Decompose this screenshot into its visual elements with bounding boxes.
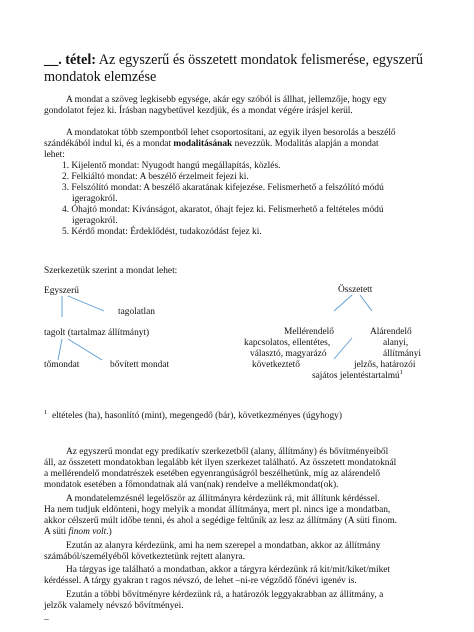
p1-line1: A mondat a szöveg legkisebb egysége, akár egy szóból is állhat, jellemzője, hogy egy — [66, 95, 387, 105]
list-item: 2. Felkiáltó mondat: A beszélő érzelmeit fejezi ki. — [62, 172, 249, 182]
p4-line2: Ha nem tudjuk eldönteni, hogy melyik a mondat állítmánya, mert pl. nincs ige a mondatban, — [44, 505, 391, 515]
p1-line2: gondolatot fejez ki. Írásban nagybetűvel kezdjük, és a mondat végére írásjel kerül. — [44, 106, 353, 116]
tree-leaf-ala3: jelzős, határozói — [354, 360, 416, 370]
tree-leaf-ala4-text: sajátos jelentéstartalmú — [312, 371, 400, 381]
tree-node-alarendelo: Alárendelő — [370, 327, 412, 337]
p4-line3: akkor célszerű múlt időbe tenni, és ahol a segédige feltűnik az lesz az állítmány (A süti finom. — [44, 516, 398, 526]
p3-line4: mondatok esetében a főmondatnak alá van(nak) rendelve a mellékmondat(ok). — [44, 480, 339, 490]
p7-line1: Ezután a többi bővítményre kérdezünk rá, a határozók leggyakrabban az állítmány, a — [66, 590, 384, 600]
tree-leaf-mell3: következtető — [252, 360, 300, 370]
p5-line2: számából/személyéből következtetünk rejtett alanyra. — [44, 552, 245, 562]
list-item-cont: igeragokról. — [72, 216, 118, 226]
p2-line3: lehet: — [44, 150, 65, 160]
tree-node-osszetett: Összetett — [338, 285, 373, 295]
p2-line2-a: szándékából indul ki, és a mondat — [44, 139, 174, 149]
p3-line2: áll, az összetett mondatokban legalább két ilyen szerkezet található. Az összetett mondatoknál — [44, 458, 397, 468]
footnote — [44, 408, 342, 422]
p4-line4-italic: finom volt — [68, 527, 107, 537]
footnote-ref: 1 — [399, 368, 403, 376]
tree-node-tagolt: tagolt (tartalmaz állítmányt) — [44, 328, 150, 338]
tree-node-mellerendelo: Mellérendelő — [284, 327, 334, 337]
tree-leaf-ala1: alanyi, — [383, 338, 409, 348]
tree-leaf-mell1: kapcsolatos, ellentétes, — [244, 338, 331, 348]
tree-node-tomondat: tőmondat — [44, 360, 80, 370]
p2-line1: A mondatokat több szempontból lehet csoportosítani, az egyik ilyen besorolás a beszélő — [66, 128, 396, 138]
structure-heading: Szerkezetük szerint a mondat lehet: — [44, 266, 178, 276]
footnote-text: eltételes (ha), hasonlító (mint), megengedő (bár), következményes (úgyhogy) — [51, 411, 342, 421]
title-line1: Az egyszerű és összetett mondatok felismerése, egyszerű — [98, 52, 423, 68]
title-line2: mondatok elemzése — [44, 69, 157, 85]
p4-line4-a: A süti — [44, 527, 69, 537]
list-item-cont: igeragokról. — [72, 194, 118, 204]
p5-line1: Ezután az alanyra kérdezünk, ami ha nem szerepel a mondatban, akkor az állítmány — [66, 541, 381, 551]
page-title — [44, 52, 444, 86]
p6-line2: kérdéssel. A tárgy gyakran t ragos névszó, de lehet –ni-re végződő főnévi igenév is. — [44, 576, 357, 586]
end-mark: _ — [44, 612, 49, 622]
p4-line4 — [44, 527, 112, 538]
modality-term: modalitásának — [173, 139, 233, 149]
p4-line4-c: .) — [106, 527, 112, 537]
p4-line1: A mondatelemzésnél legelőször az állítmányra kérdezünk rá, mit állítunk kérdéssel. — [66, 494, 380, 504]
list-item: 1. Kijelentő mondat: Nyugodt hangú megállapítás, közlés. — [62, 161, 281, 171]
tree-node-bovitett: bővített mondat — [110, 360, 170, 370]
tree-leaf-ala4 — [312, 368, 403, 382]
list-item: 3. Felszólító mondat: A beszélő akaratának kifejezése. Felismerhető a felszólító módú — [62, 183, 384, 193]
p3-line1: Az egyszerű mondat egy predikatív szerkezetből (alany, állítmány) és bővítményeiből — [66, 447, 389, 457]
tree-node-tagolatlan: tagolatlan — [118, 307, 155, 317]
footnote-mark: 1 — [44, 408, 48, 416]
list-item: 5. Kérdő mondat: Érdeklődést, tudakozódást fejez ki. — [62, 227, 262, 237]
p3-line3: a mellérendelő mondatrészek esetében egyenrangúságról beszélhetünk, míg az alárendelő — [44, 469, 381, 479]
p6-line1: Ha tárgyas ige található a mondatban, akkor a tárgyra kérdezünk rá kit/mit/kiket/miket — [66, 565, 391, 575]
title-prefix: __. tétel: — [44, 52, 96, 68]
p2-line2 — [44, 139, 379, 150]
tree-node-egyszeru: Egyszerű — [44, 286, 79, 296]
p7-line2: jelzők valamely névszó bővítményei. — [44, 601, 184, 611]
tree-leaf-ala2: állítmányi — [383, 349, 422, 359]
list-item: 4. Óhajtó mondat: Kívánságot, akaratot, óhajt fejez ki. Felismerhető a feltételes módú — [62, 205, 384, 215]
p2-line2-c: nevezzük. Modalitás alapján a mondat — [232, 139, 379, 149]
tree-leaf-mell2: választó, magyarázó — [250, 349, 327, 359]
